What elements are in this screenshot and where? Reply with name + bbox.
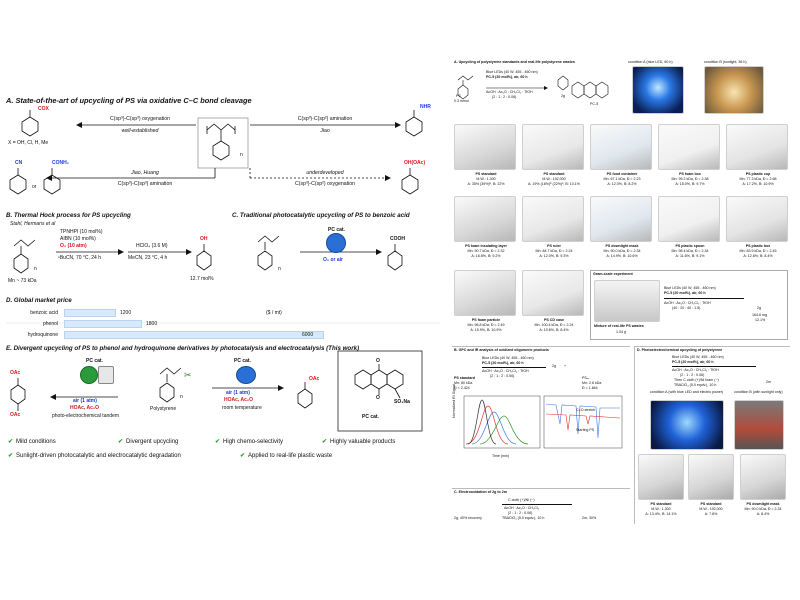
check-icon: ✔ — [8, 453, 14, 459]
chart-category-label: phenol — [42, 321, 58, 327]
chart-value-label: 6000 — [302, 332, 314, 338]
sample-caption: M.W.: 1,300 — [651, 507, 671, 511]
sample-caption: A: 12.0%, B: 8.2% — [607, 182, 637, 186]
b-cond: MeCN, 23 °C, 4 h — [128, 255, 168, 261]
benzene-ring — [10, 175, 26, 194]
ps-label: PS — [456, 94, 461, 98]
sample-caption: PS standard — [475, 172, 497, 176]
panel-b-mn: Mn: 80 kDa — [454, 381, 473, 385]
arrow-label: C(sp³)-C(sp²) oxygenation — [295, 181, 355, 187]
panel-b-psox: PSₒₓ — [582, 376, 590, 380]
b-cond: O₂ (10 atm) — [60, 243, 87, 249]
sample-caption: PS foam particle — [471, 318, 501, 322]
sample-caption: A: 17.2%, B: 10.9% — [742, 182, 774, 186]
feature-item: ✔ Mild conditions — [8, 439, 56, 445]
sample-caption: Mn: 90.7 kDa, Ð = 2.32 — [467, 249, 505, 253]
sample-caption: Mn: 96.8 kDa, Ð = 2.49 — [467, 323, 505, 327]
cond: PC-5 (20 mol%), air, 60 h — [664, 291, 706, 295]
sample-photo — [726, 196, 788, 242]
d-arrow — [672, 366, 756, 367]
sample-photo — [522, 270, 584, 316]
section-c-title: C. Traditional photocatalytic upcycling of PS to benzoic acid — [232, 212, 410, 219]
product-2g: 2g — [561, 94, 565, 98]
benzene-ring — [406, 117, 422, 136]
electrode-icon — [98, 366, 114, 384]
panel-d-condb: condition B (with sunlight only) — [734, 390, 783, 394]
ps-box — [198, 118, 248, 168]
cond: Then C cloth (+)/Ni foam (−) — [674, 378, 719, 382]
e-oac: OAc — [10, 412, 21, 418]
cond: Blue LEDs (40 W, 455 - 460 nm) — [482, 356, 534, 360]
ir-label: Starting PS — [576, 428, 595, 432]
ir-label: C=O stretch — [576, 408, 596, 412]
photo-sunlight — [704, 66, 764, 114]
sample-caption: Mn: 83.9 kDa, Ð = 2.45 — [739, 249, 777, 253]
sample-caption: A: 13.4%, B: 14.1% — [645, 512, 677, 516]
sample-photo — [590, 196, 652, 242]
section-b-title: B. Thermal Hock process for PS upcycling — [6, 212, 131, 219]
sample-caption: PS plastic cup — [745, 172, 771, 176]
cond: (40 : 20 : 40 : 1.5) — [672, 306, 701, 310]
sample-caption: Mn: 90.0 kDa, Ð = 2.34 — [744, 507, 782, 511]
cond: C cloth (+)/Ni (−) — [508, 498, 535, 502]
gram-caption: Mixture of real-life PS wastes — [594, 324, 644, 328]
benzene-ring — [402, 175, 418, 194]
sample-caption: M.W.: 192,000 — [542, 177, 566, 181]
cond: TBAClO₄ (5.0 equiv.), 10 h — [502, 516, 545, 520]
sample-caption: PS ruler — [547, 244, 561, 248]
c-product: COOH — [390, 236, 405, 242]
x-note: X = OH, Cl, H, Me — [8, 140, 49, 146]
cond: AcOH : Ac₂O : CH₂Cl₂ : TfOH — [486, 90, 533, 94]
gpc-xlabel: Time (min) — [492, 454, 510, 458]
chart-category-label: hydroquinone — [27, 332, 58, 338]
sample-caption: A: 19% (16%)ᵇ (22%)ᶜ, B: 10.1% — [528, 182, 580, 186]
benzene-ring — [213, 141, 229, 160]
catalyst-o: O — [376, 395, 380, 401]
chart-value-label: 1800 — [146, 321, 158, 327]
e-right-air: air (1 atm) — [226, 390, 250, 396]
chart-bar — [64, 309, 116, 317]
benzene-ring — [298, 389, 312, 408]
n-label: n — [240, 152, 243, 158]
pc-cat-circle — [326, 233, 346, 253]
benzene-ring — [160, 383, 174, 402]
arrow-label: C(sp³)-C(sp³) amination — [117, 181, 173, 187]
sample-caption: PS standard — [543, 172, 565, 176]
sample-photo — [658, 196, 720, 242]
section-b-authors: Stahl, Hermans et al — [10, 221, 56, 227]
e-left-cat: PC cat. — [86, 358, 103, 364]
panel-c-left: 2g, 40% recovery — [454, 516, 482, 520]
pc-cat-circle — [236, 366, 256, 384]
b-cond: TPNHPI (10 mol%) — [60, 229, 103, 235]
sample-caption: A: 10.6%, B: 8.4% — [539, 328, 569, 332]
sample-caption: A: 12.0%, B: 9.3% — [539, 254, 569, 258]
cond: AcOH : Ac₂O : CH₂Cl₂ : TfOH — [482, 369, 529, 373]
sample-photo — [726, 124, 788, 170]
sample-photo — [454, 196, 516, 242]
sample-caption: PS standard — [700, 502, 722, 506]
gpc-ir-plots — [456, 394, 626, 456]
c-cat: PC cat. — [328, 227, 345, 233]
cond-b-label: condition B (sunlight, 36 h) — [704, 60, 747, 64]
panel-b-ps: PS standard — [454, 376, 475, 380]
section-d-title: D. Global market price — [6, 297, 72, 304]
n-label: n — [278, 266, 281, 272]
panel-b-d: Ð = 2.424 — [454, 386, 470, 390]
b-arrow — [482, 367, 546, 368]
group-cn: CN — [15, 160, 23, 166]
benzene-ring — [197, 251, 211, 270]
sample-caption: A: 15.9%, B: 10.9% — [470, 328, 502, 332]
panel-b-psox-mn: Mn: 2.6 kDa — [582, 381, 602, 385]
sample-caption: PS CD case — [544, 318, 564, 322]
cond-a-label: condition A (blue LED, 60 h) — [628, 60, 673, 64]
panel-d-product: 2m — [766, 380, 771, 384]
group-nhr: NHR — [420, 104, 431, 110]
benzene-ring — [11, 385, 25, 404]
sample-photo — [454, 124, 516, 170]
e-right-cat: PC cat. — [234, 358, 251, 364]
chart-bar — [64, 320, 142, 328]
arrow-label: C(sp³)-C(sp³) oxygenation — [110, 116, 170, 122]
cond: Blue LEDs (40 W, 455 - 460 nm) — [672, 355, 724, 359]
panel-d-title: D. Photoelectrochemical upcycling of polystyrene — [637, 348, 723, 352]
panel-a-title: A. Upcycling of polystyrene standards and real-life polystyrene wastes — [454, 60, 575, 64]
benzene-ring — [44, 175, 60, 194]
arrow-label: Jiao — [320, 128, 330, 134]
cond: PC-5 (20 mol%), air, 60 h — [482, 361, 524, 365]
e-oac: OAc — [309, 376, 320, 382]
panel-d-conda: condition A (with blue LED and electric power) — [650, 390, 724, 394]
b-cond: ⁿBuCN, 70 °C, 24 h — [58, 255, 102, 261]
e-left-mode: photo-electrochemical tandem — [52, 413, 119, 419]
sample-photo — [638, 454, 684, 500]
cond: Blue LEDs (40 W, 455 - 460 nm) — [664, 286, 716, 290]
sample-photo — [740, 454, 786, 500]
sample-caption: A: 12.6%, B: 8.4% — [743, 254, 773, 258]
photo-condition-a — [650, 400, 724, 450]
panel-b-psox-d: Ð = 1.664 — [582, 386, 598, 390]
cond: (2 : 1 : 2 : 0.06) — [508, 511, 533, 515]
section-e-title: E. Divergent upcycling of PS to phenol and hydroquinone derivatives by photocatalysis and electrocatalysis (This work) — [6, 345, 360, 352]
right-figure — [452, 58, 790, 526]
or-label: or — [32, 184, 37, 190]
sample-caption: Mn: 84.7 kDa, Ð = 2.24 — [535, 249, 573, 253]
sample-caption: A: 16.8%, B: 9.2% — [471, 254, 501, 258]
arrow-label: well-established — [121, 128, 159, 134]
sample-photo — [522, 196, 584, 242]
group-cox: COX — [38, 106, 49, 112]
sample-caption: PS foam insulating layer — [465, 244, 507, 248]
sample-caption: PS foam box — [679, 172, 701, 176]
sample-photo — [688, 454, 734, 500]
photo-condition-b — [734, 400, 784, 450]
n-label: n — [180, 394, 183, 400]
sample-photo — [658, 124, 720, 170]
gram-title: Gram-scale experiment — [593, 272, 633, 276]
catalyst-group: SO₃Na — [394, 399, 410, 405]
cond: (2 : 1 : 2 : 0.06) — [680, 373, 705, 377]
photo-gram — [594, 280, 660, 322]
panel-c-right: 2m, 30% — [582, 516, 597, 520]
check-icon: ✔ — [118, 439, 124, 445]
gram-arrow — [664, 298, 744, 299]
e-right-mode: room temperature — [222, 405, 262, 411]
catalyst-label: PC cat. — [362, 414, 379, 420]
benzene-ring — [258, 251, 272, 270]
sample-caption: Mn: 98.4 kDa, Ð = 2.34 — [671, 249, 709, 253]
benzene-ring — [388, 251, 402, 270]
benzene-ring — [14, 254, 28, 273]
arrow-label: C(sp³)-C(sp²) amination — [297, 116, 353, 122]
sample-caption: Mn: 67.1 kDa, Ð = 2.23 — [603, 177, 641, 181]
b-cond: AIBN (10 mol%) — [60, 236, 96, 242]
sample-caption: Mn: 99.2 kDa, Ð = 2.38 — [671, 177, 709, 181]
group-conh2: CONH₂ — [52, 160, 69, 166]
sample-caption: PS plastic spoon — [675, 244, 705, 248]
sample-caption: PS plastic box — [745, 244, 771, 248]
sample-caption: M.W.: 1,300 — [476, 177, 496, 181]
gram-amount: 1.04 g — [616, 330, 626, 334]
sample-caption: PS standard — [650, 502, 672, 506]
sample-photo — [522, 124, 584, 170]
feature-item: ✔ Applied to real-life plastic waste — [240, 453, 333, 459]
sample-caption: PS food container — [606, 172, 638, 176]
cond: PC-5 (20 mol%), air, 60 h — [672, 360, 714, 364]
sample-caption: A: 11.6%, B: 9.1% — [675, 254, 705, 258]
sample-caption: A: 7.8% — [704, 512, 718, 516]
e-center-label: Polystyrene — [150, 406, 177, 412]
cond: Blue LEDs (40 W, 455 - 460 nm) — [486, 70, 538, 74]
sample-caption: Mn: 90.0 kDa, Ð = 2.34 — [603, 249, 641, 253]
chart-category-label: benzoic acid — [30, 310, 58, 316]
feature-item: ✔ Highly valuable products — [322, 439, 396, 445]
cond: AcOH : Ac₂O : CH₂Cl₂ : TfOH — [664, 301, 711, 305]
chart-value-label: 1200 — [120, 310, 132, 316]
feature-item: ✔ Sunlight-driven photocatalytic and electrocatalytic degradation — [8, 453, 181, 459]
ps-amount: 0.3 mmol — [454, 99, 469, 103]
sample-photo — [454, 270, 516, 316]
cond: AcOH : Ac₂O : CH₂Cl₂ — [504, 506, 540, 510]
photo-blue-led — [632, 66, 684, 114]
sample-caption: M.W.: 192,000 — [699, 507, 723, 511]
check-icon: ✔ — [240, 453, 246, 459]
benzene-ring — [22, 117, 38, 136]
check-icon: ✔ — [215, 439, 221, 445]
pc5-label: PC-5 — [590, 102, 599, 106]
gpc-ylabel: Normalized RI Signal — [452, 384, 456, 418]
e-left-air: air (1 atm) — [73, 398, 97, 404]
panel-b-2g: 2g — [552, 364, 556, 368]
gram-yield: 12.1% — [755, 318, 766, 322]
section-a-title: A. State-of-the-art of upcycling of PS via oxidative C–C bond cleavage — [6, 96, 252, 105]
cond: TBAClO₄ (5.0 equiv.), 10 h — [674, 383, 717, 387]
cond: PC-5 (20 mol%), air, 60 h — [486, 75, 528, 79]
panel-b-title: B. GPC and IR analysis of oxidized oligomeric products — [454, 348, 549, 352]
b-product: OH — [200, 236, 208, 242]
chart-unit: ($ / mt) — [266, 310, 282, 316]
sample-caption: Mn: 100.4 kDa, Ð = 2.24 — [534, 323, 574, 327]
panel-c-title: C. Electrooxidation of 2g to 2m — [454, 490, 507, 494]
chart-bar — [64, 331, 324, 339]
pc-cat-circle — [80, 366, 98, 384]
check-icon: ✔ — [322, 439, 328, 445]
arrow-label: Jiao, Huang — [131, 170, 159, 176]
catalyst-o: O — [376, 358, 380, 364]
sample-caption: A: 14.9%, B: 10.6% — [606, 254, 638, 258]
catalyst-box — [338, 351, 422, 431]
b-yield: 12.7 mol% — [190, 276, 214, 282]
n-label: n — [34, 266, 37, 272]
gram-product: 2g — [757, 306, 761, 310]
cond: AcOH : Ac₂O : CH₂Cl₂ : TfOH — [672, 368, 719, 372]
panel-b-plus: + — [564, 364, 567, 368]
sample-photo — [590, 124, 652, 170]
feature-item: ✔ Divergent upcycling — [118, 439, 179, 445]
gram-yield: 164.6 mg — [752, 313, 767, 317]
arrow-label: underdeveloped — [306, 170, 344, 176]
b-cond: HClO₄ (3.6 M) — [136, 243, 168, 249]
scissors-icon: ✂ — [184, 370, 192, 380]
group-oh-oac: OH(OAc) — [404, 160, 426, 166]
e-left-reag: HOAc, Ac₂O — [70, 405, 99, 411]
sample-caption: A: 35% (39%)ᵇ, B: 22% — [467, 182, 505, 186]
e-oac: OAc — [10, 370, 21, 376]
e-right-reag: HOAc, Ac₂O — [224, 397, 253, 403]
sample-caption: A: 8.4% — [756, 512, 770, 516]
feature-item: ✔ High chemo-selectivity — [215, 439, 284, 445]
cond: (2 : 1 : 2 : 0.06) — [490, 374, 515, 378]
cond: (2 : 1 : 2 : 0.06) — [492, 95, 517, 99]
check-icon: ✔ — [8, 439, 14, 445]
sample-caption: Mn: 77.3 kDa, Ð = 2.68 — [739, 177, 777, 181]
c-arrow — [502, 504, 572, 505]
sample-caption: PS downlight mask — [746, 502, 780, 506]
sample-caption: A: 15.0%, B: 9.7% — [675, 182, 705, 186]
sample-caption: PS downlight mask — [605, 244, 639, 248]
b-mn: Mn ~ 73 kDa — [8, 278, 37, 284]
c-oxidant: O₂ or air — [323, 257, 344, 263]
